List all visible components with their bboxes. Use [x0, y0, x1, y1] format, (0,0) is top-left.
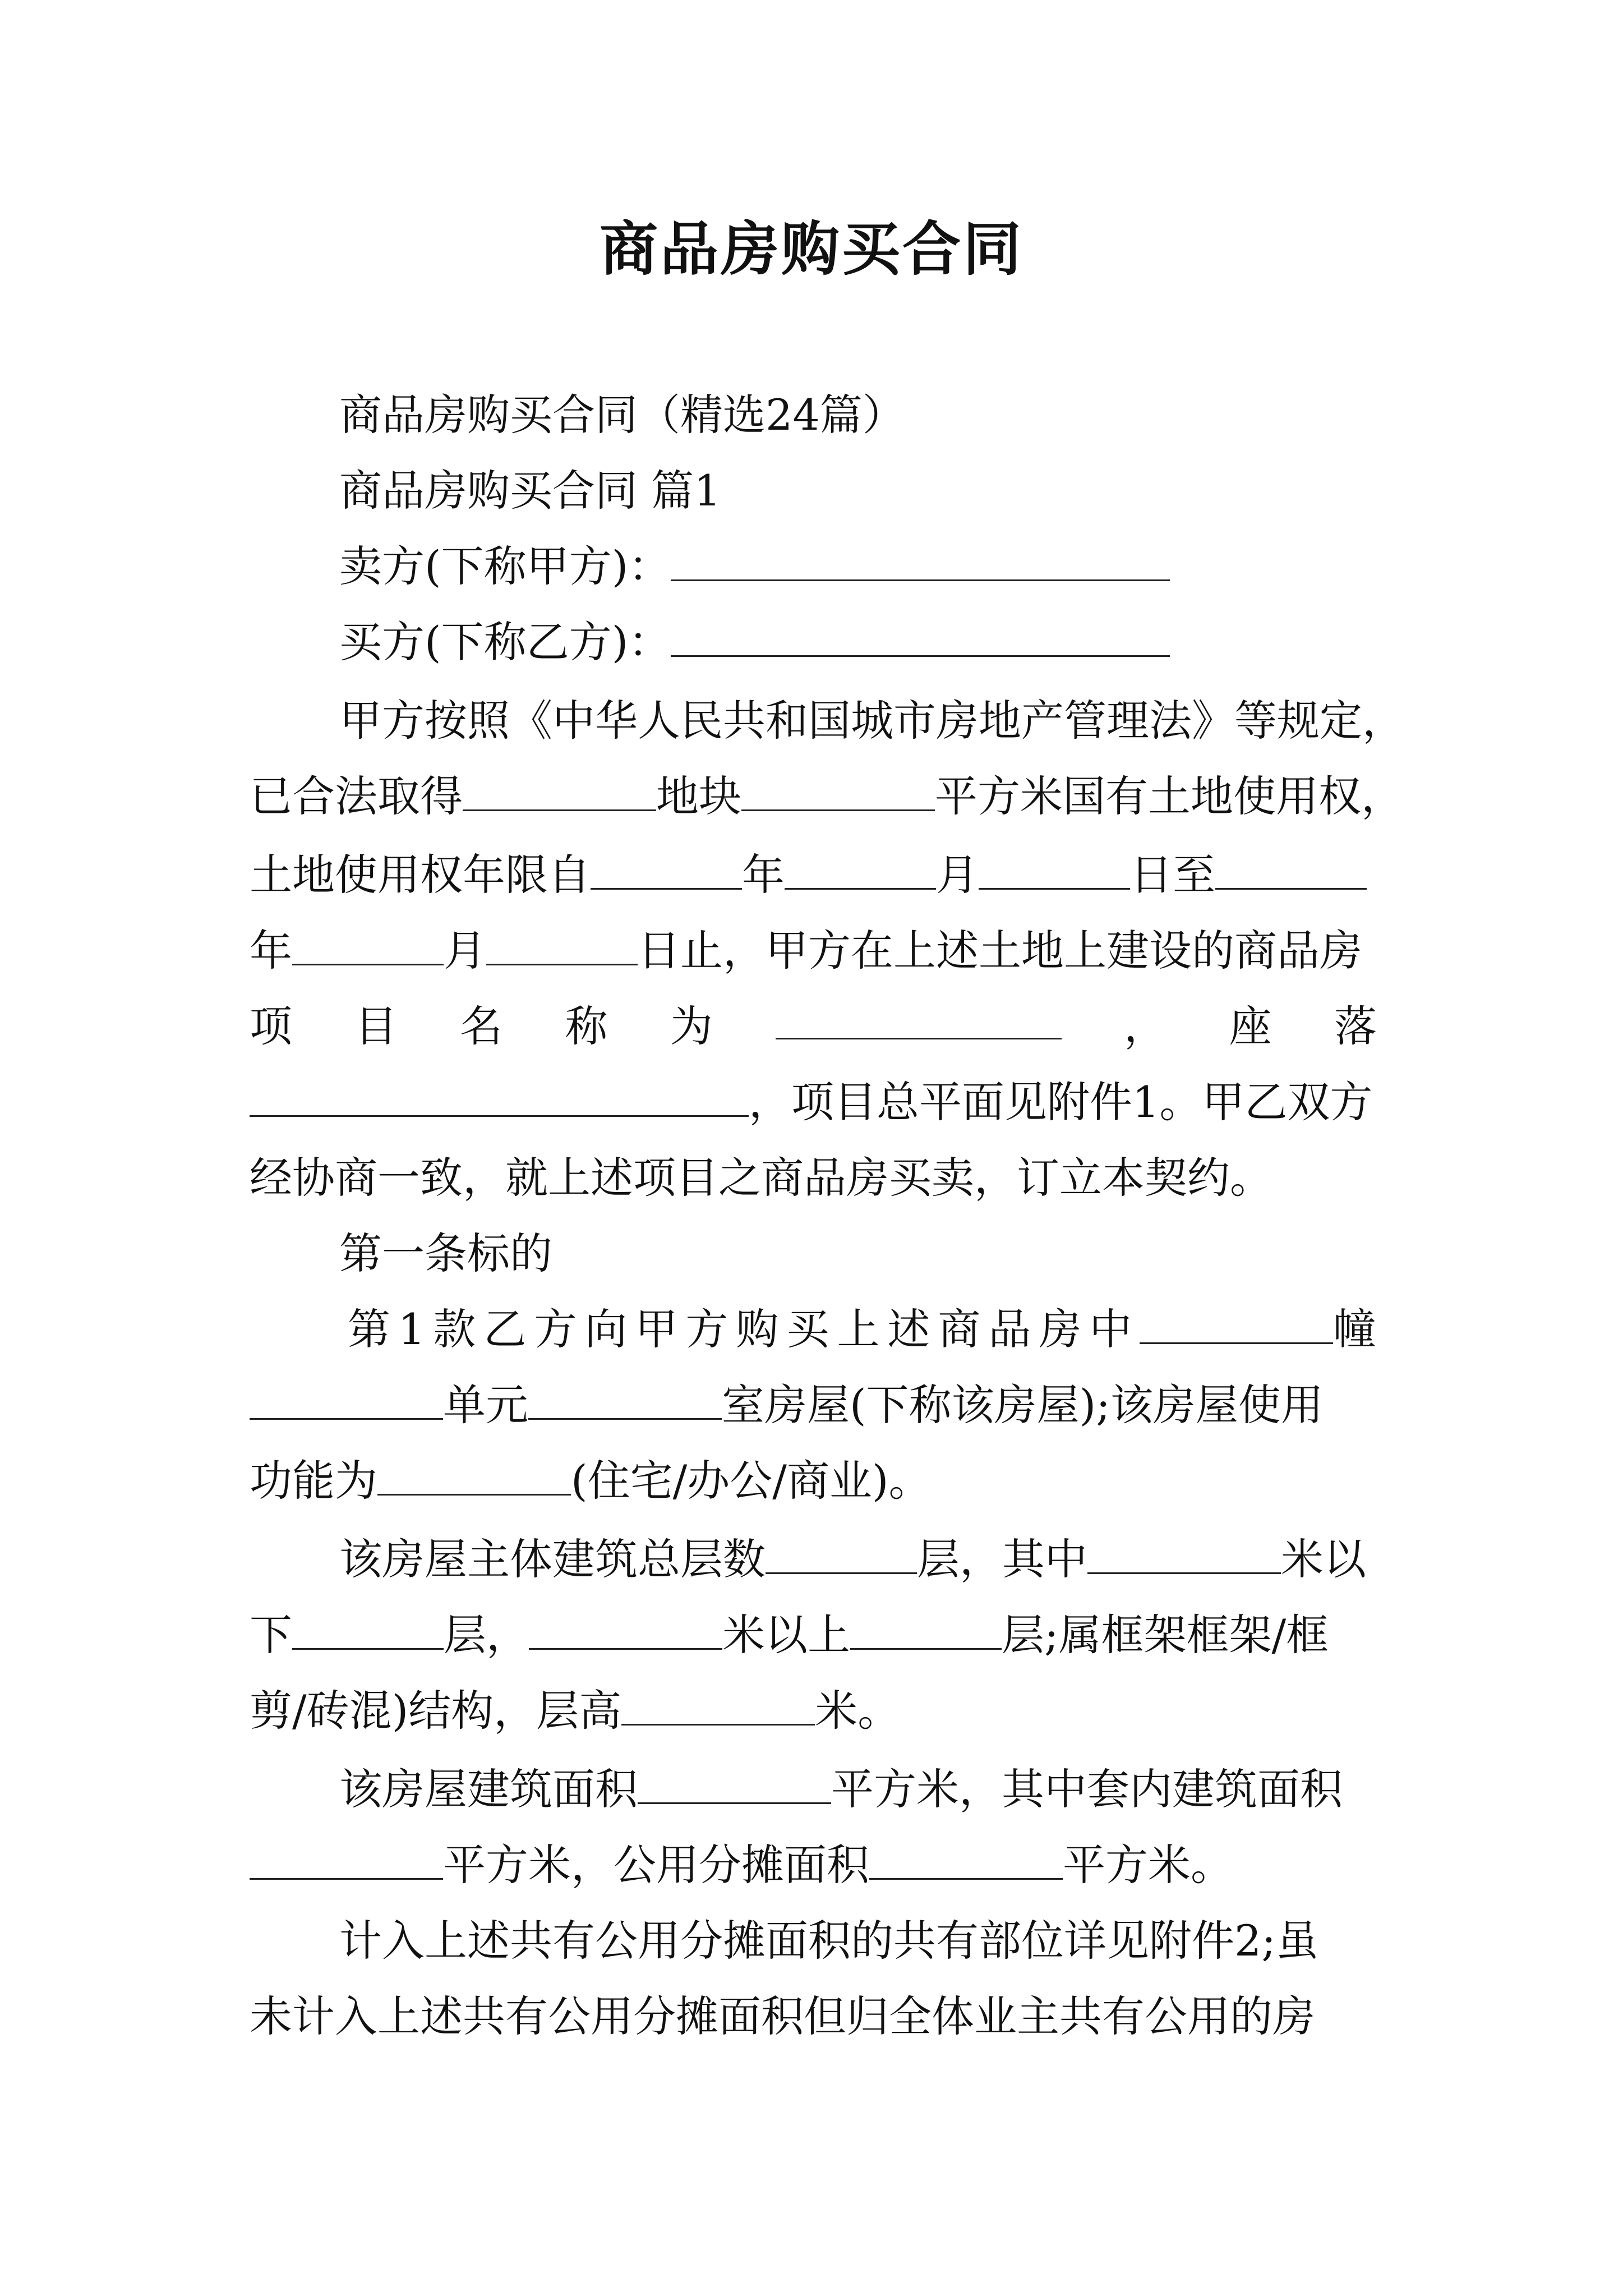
p1-text: 为 — [670, 1001, 713, 1051]
blank — [486, 924, 638, 965]
seller-label: 卖方(下称甲方)： — [339, 541, 671, 591]
blank — [292, 924, 444, 965]
blank — [591, 849, 742, 890]
clause-text: (住宅/办公/商业)。 — [571, 1456, 932, 1506]
p1-text: 座 — [1229, 1001, 1272, 1051]
blank — [377, 1455, 571, 1496]
blank — [979, 849, 1130, 890]
p1-line-5 — [250, 999, 1377, 1055]
clause-text: 室房屋(下称该房屋);该房屋使用 — [722, 1380, 1324, 1430]
blank — [766, 1533, 917, 1574]
area-text: 平方米，其中套内建筑面积 — [831, 1764, 1343, 1814]
p1-line-6 — [250, 1074, 1377, 1130]
clause-text: 单元 — [443, 1380, 528, 1430]
location-blank — [250, 1076, 749, 1117]
area-text: 平方米。 — [1063, 1840, 1233, 1890]
p1-text: 已合法取得 — [250, 771, 463, 821]
clause1-line-2 — [250, 1377, 1377, 1433]
document-subtitle: 商品房购买合同（精选24篇） — [339, 390, 905, 440]
area-text: 平方米，公用分摊面积 — [443, 1840, 869, 1890]
clause-text: 功能为 — [250, 1456, 377, 1506]
clause1-line-3 — [250, 1453, 1377, 1509]
p1-text: 落 — [1334, 1001, 1377, 1051]
blank — [1087, 1533, 1281, 1574]
floors-text: 层， — [444, 1610, 529, 1660]
project-name-blank — [776, 999, 1062, 1039]
p1-text: ， — [1124, 1001, 1166, 1051]
p1-text: 年 — [250, 926, 292, 976]
document-title: 商品房购买合同 — [599, 215, 1023, 283]
blank — [850, 1609, 1002, 1650]
shared-line-1: 计入上述共有公用分摊面积的共有部位详见附件2;虽 — [339, 1916, 1318, 1966]
seller-line — [339, 539, 1170, 595]
p1-line-1: 甲方按照《中华人民共和国城市房地产管理法》等规定， — [339, 696, 1405, 746]
p1-text: 日止，甲方在上述土地上建设的商品房 — [638, 926, 1362, 976]
floors-text: 剪/砖混)结构，层高 — [250, 1686, 622, 1736]
shared-line-2: 未计入上述共有公用分摊面积但归全体业主共有公用的房 — [250, 1991, 1315, 2041]
p1-text: 月 — [444, 926, 486, 976]
blank — [1140, 1303, 1333, 1344]
buyer-label: 买方(下称乙方)： — [339, 617, 671, 667]
p1-text: 项 — [250, 1001, 292, 1051]
buyer-blank — [671, 616, 1170, 657]
blank — [638, 1763, 831, 1804]
p1-text: 名 — [460, 1001, 502, 1051]
blank — [528, 1379, 722, 1420]
blank — [463, 770, 656, 811]
p1-text: 地块 — [656, 771, 741, 821]
blank — [250, 1839, 443, 1880]
floors-text: 层，其中 — [917, 1534, 1087, 1584]
clause-text: 幢 — [1333, 1304, 1376, 1354]
blank — [741, 770, 935, 811]
p1-text: 日至 — [1130, 850, 1215, 900]
p1-line-7: 经协商一致，就上述项目之商品房买卖，订立本契约。 — [250, 1153, 1272, 1203]
clause-text: 第1款乙方向甲方购买上述商品房中 — [348, 1304, 1140, 1354]
floors-text: 层;属框架框架/框 — [1002, 1610, 1329, 1660]
floors-text: 下 — [250, 1610, 292, 1660]
floors-text: 米以 — [1281, 1534, 1366, 1584]
p1-text: 土地使用权年限自 — [250, 850, 591, 900]
buyer-line — [339, 614, 1170, 670]
blank — [1215, 849, 1367, 890]
article-heading: 第一条标的 — [339, 1228, 552, 1278]
blank — [529, 1609, 722, 1650]
floors-line-1 — [339, 1531, 1366, 1588]
blank — [621, 1685, 815, 1726]
blank — [250, 1379, 443, 1420]
p1-line-2 — [250, 769, 1404, 825]
p1-text: 称 — [565, 1001, 608, 1051]
seller-blank — [671, 540, 1170, 581]
floors-line-2 — [250, 1607, 1377, 1663]
blank — [292, 1609, 444, 1650]
p1-text: 月 — [936, 850, 979, 900]
floors-text: 米以上 — [722, 1610, 850, 1660]
blank — [869, 1839, 1063, 1880]
area-line-1 — [339, 1761, 1343, 1818]
floors-line-3 — [250, 1683, 1377, 1739]
p1-line-3 — [250, 847, 1377, 903]
p1-text: 年 — [742, 850, 785, 900]
p1-text: 平方米国有土地使用权， — [935, 771, 1404, 821]
p1-line-4 — [250, 923, 1377, 979]
section-heading: 商品房购买合同 篇1 — [339, 466, 721, 516]
p1-text: 目 — [354, 1001, 398, 1051]
p1-text: ，项目总平面见附件1。甲乙双方 — [749, 1077, 1373, 1127]
clause1-line-1 — [348, 1301, 1377, 1358]
floors-text: 该房屋主体建筑总层数 — [339, 1534, 766, 1584]
blank — [785, 849, 936, 890]
floors-text: 米。 — [815, 1686, 901, 1736]
area-text: 该房屋建筑面积 — [339, 1764, 638, 1814]
area-line-2 — [250, 1837, 1377, 1893]
